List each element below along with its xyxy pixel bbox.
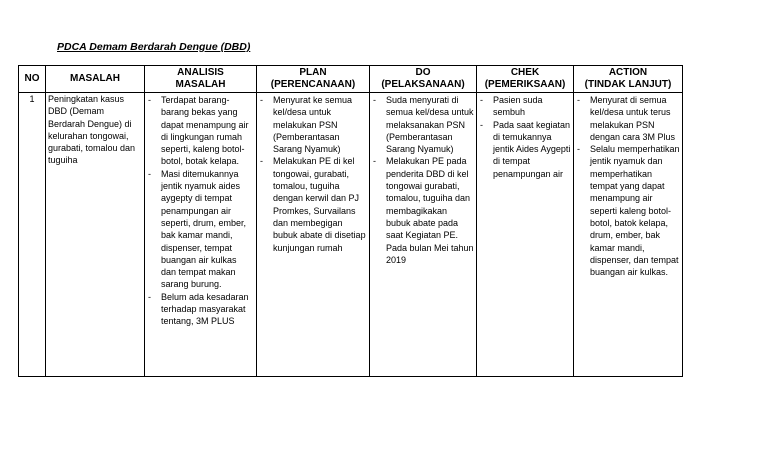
header-plan: PLAN (PERENCANAAN) xyxy=(257,66,370,93)
header-no: NO xyxy=(19,66,46,93)
cell-analisis xyxy=(145,93,257,377)
list-item: - Suda menyurati di semua kel/desa untuk melaksanakan PSN (Pemberantasan Sarang Nyamuk) xyxy=(373,95,474,155)
list-item: - Melakukan PE pada penderita DBD di kel tongowai gurabati, tomalou, tuguiha dan membagikakan bubuk abate pada saat Kegiatan PE. Pada bulan Mei tahun 2019 xyxy=(373,156,474,265)
cell-chek xyxy=(477,93,574,377)
list-item: - Belum ada kesadaran terhadap masyarakat tentang, 3M PLUS xyxy=(148,291,249,327)
table-row xyxy=(19,93,683,377)
list-item: - Terdapat barang-barang bekas yang dapat menampung air di lingkungan rumah seperti, kaleng botol-botol, botak kelapa. xyxy=(148,95,249,167)
header-analisis: ANALISIS MASALAH xyxy=(145,66,257,93)
header-chek: CHEK (PEMERIKSAAN) xyxy=(477,66,574,93)
list-item: - Pada saat kegiatan di temukannya jentik Aides Aygepti di tempat penampungan air xyxy=(480,119,571,179)
header-masalah: MASALAH xyxy=(46,66,145,93)
list-item: - Selalu memperhatikan jentik nyamuk dan memperhatikan tempat yang dapat menampung air seperti kaleng botol-botol, batok kelapa, drum, ember, bak kamar mandi, dispenser, dan tempat buangan air kulkas. xyxy=(577,144,680,278)
cell-no: 1 xyxy=(19,93,46,377)
list-item: - Pasien suda sembuh xyxy=(480,95,543,118)
list-item: - Melakukan PE di kel tongowai, gurabati, tomalou, tuguiha dengan kerwil dan PJ Promkes, Survailans dan membegigan bubuk abate di disetiap kunjungan rumah xyxy=(260,156,366,253)
header-action: ACTION (TINDAK LANJUT) xyxy=(574,66,683,93)
list-item: - Menyurat di semua kel/desa untuk terus melakukan PSN dengan cara 3M Plus xyxy=(577,95,676,142)
cell-do xyxy=(370,93,477,377)
list-item: - Masi ditemukannya jentik nyamuk aides aygepty di tempat penampungan air seperti, drum, ember, bak kamar mandi, dispenser, tempat buangan air kulkas dan tempat makan sarang burung. xyxy=(148,168,247,290)
header-row xyxy=(19,66,683,93)
pdca-table xyxy=(18,65,683,377)
list-item: - Menyurat ke semua kel/desa untuk melakukan PSN (Pemberantasan Sarang Nyamuk) xyxy=(260,95,353,155)
header-do: DO (PELAKSANAAN) xyxy=(370,66,477,93)
cell-action xyxy=(574,93,683,377)
cell-masalah: Peningkatan kasus DBD (Demam Berdarah Dengue) di kelurahan tongowai, gurabati, tomalou dan tuguiha xyxy=(46,93,145,377)
document-title: PDCA Demam Berdarah Dengue (DBD) xyxy=(57,41,251,53)
cell-plan xyxy=(257,93,370,377)
